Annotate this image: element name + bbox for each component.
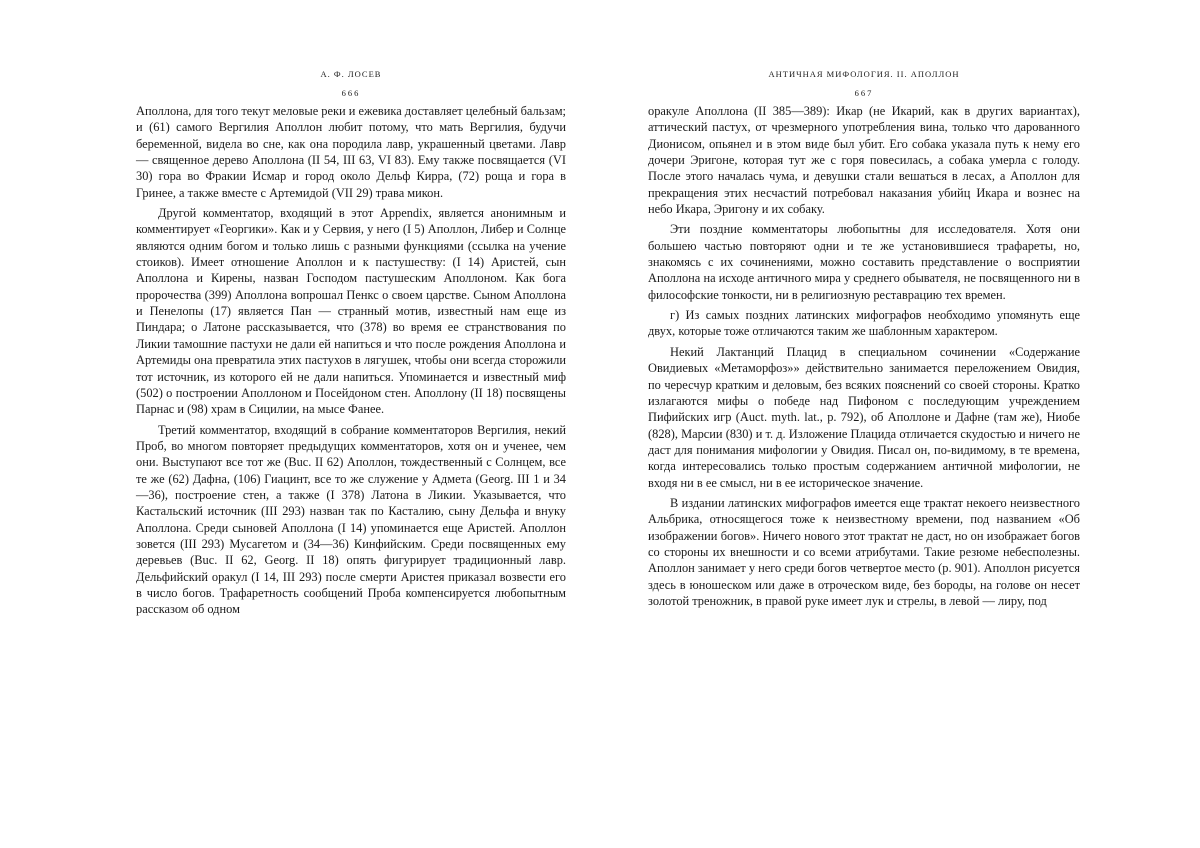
paragraph: г) Из самых поздних латинских мифографов необходимо упомянуть еще двух, которые тоже отличаются таким же шаблонным характером. <box>648 308 1080 339</box>
page-body <box>648 103 1080 609</box>
paragraph: Другой комментатор, входящий в этот Appendix, является анонимным и комментирует «Георгики». Как и у Сервия, у него (I 5) Аполлон, Либер и Солнце являются одним богом и только лишь с разными функциями (ссылка на учение стоиков). Имеет отношение Аполлон и к пастушеству: (I 14) Аристей, сын Аполлона и Кирены, назван Господом пастушеским Аполлоном. Как бога пророчества (399) Аполлона вопрошал Пенкс о своем царстве. Сыном Аполлона и Пенелопы (17) является Пан — странный мотив, известный нам еще из Пиндара; о Латоне рассказывается, что (378) во время ее странствования по Ликии тамошние пастухи не дали ей напиться и что после рождения Аполлона и Артемиды она превратила этих пастухов в лягушек, чтобы они всегда сторожили тот источник, из которого ей не дали напиться. Упоминается и известный миф (502) о построении Аполлоном и Посейдоном стен. Аполлону (II 18) посвящены Парнас и (98) храм в Сицилии, на мысе Фанее. <box>136 206 566 417</box>
right-page <box>648 0 1080 609</box>
paragraph: оракуле Аполлона (II 385—389): Икар (не Икарий, как в других вариантах), аттический пастух, от чрезмерного употребления вина, только что дарованного Дионисом, опьянел и в этом виде был убит. Его собака указала путь к нему его дочери Эригоне, которая тут же с горя повесилась, а собака умерла с голоду. После этого началась чума, и девушки стали вешаться в лесах, а Аполлон для прекращения этих несчастий потребовал наказания убийц Икара и вознес на небо Икара, Эригону и их собаку. <box>648 104 1080 217</box>
paragraph: Третий комментатор, входящий в собрание комментаторов Вергилия, некий Проб, во многом повторяет предыдущих комментаторов, хотя он и учeнее, чем они. Выступают все тот же (Buc. II 62) Аполлон, тождественный с Солнцем, все те же (62) Дафна, (106) Гиацинт, все то же служение у Адмета (Georg. III 1 и 34—36), построение стен, а также (I 378) Латона в Ликии. Указывается, что Кастальский источник (III 293) назван так по Касталию, сыну Дельфа и внуку Аполлона. Среди сыновей Аполлона (I 14) упоминается еще Аристей. Аполлон зовется (III 293) Мусагетом и (34—36) Кинфийским. Среди посвященных ему деревьев (Buc. II 62, Georg. II 18) опять фигурирует традиционный лавр. Дельфийский оракул (I 14, III 293) после смерти Аристея приказал возвести его в число богов. Трафаретность сообщений Проба компенсируется любопытным рассказом об одном <box>136 422 566 617</box>
page-body <box>136 103 566 618</box>
paragraph: В издании латинских мифографов имеется еще трактат некоего неизвестного Альбрика, относящегося тоже к неизвестному времени, под названием «Об изображении богов». Ничего нового этот трактат не даст, но он изображает богов со стороны их внешности и со всеми атрибутами. Такие резюме небесполезны. Аполлон занимает у него среди богов четвертое место (p. 901). Аполлон рисуется здесь в юношеском или даже в отроческом виде, без бороды, на голове он несет золотой треножник, в правой руке имеет лук и стрелы, в левой — лиру, под <box>648 495 1080 608</box>
paragraph: Аполлона, для того текут меловые реки и ежевика доставляет целебный бальзам; и (61) самого Вергилия Аполлон любит потому, что мать Вергилия, будучи беременной, видела во сне, как она породила лавр, украшенный цветами. Лавр — священное дерево Аполлона (II 54, III 63, VI 83). Ему также посвящается (VI 30) гора во Фракии Исмар и город около Дельф Кирра, (72) роща и гора в Гринее, а также вместе с Артемидой (VII 29) трава микон. <box>136 104 566 200</box>
running-head: А. Ф. ЛОСЕВ <box>320 69 382 79</box>
paragraph: Некий Лактанций Плацид в специальном сочинении «Содержание Овидиевых «Метаморфоз»» действительно занимается переложением Овидия, по чересчур кратким и деловым, без всяких пояснений со своей стороны. Кратко излагаются мифы о победе над Пифоном с последующим учреждением Пифийских игр (Auct. myth. lat., p. 792), об Аполлоне и Дафне (там же), Ниобе (828), Марсии (830) и т. д. Изложение Плацида отличается скудостью и ничего не даст для понимания мифологии у Овидия. Писал он, по-видимому, в те времена, когда интересовались только простым содержанием античной мифологии, не входя ни в ее смысл, ни в ее историческое значение. <box>648 344 1080 490</box>
paragraph: Эти поздние комментаторы любопытны для исследователя. Хотя они большею частью повторяют одни и те же установившиеся трафареты, но, знакомясь с их сочинениями, можно составить представление о восприятии Аполлона на исходе античного мира у среднего обывателя, не посвященного ни в философские тонкости, ни в религиозную реставрацию тех времен. <box>648 222 1080 302</box>
left-page <box>136 0 566 618</box>
page-number: 667 <box>854 88 874 98</box>
page-number: 666 <box>341 88 361 98</box>
running-head: АНТИЧНАЯ МИФОЛОГИЯ. II. АПОЛЛОН <box>768 69 960 79</box>
